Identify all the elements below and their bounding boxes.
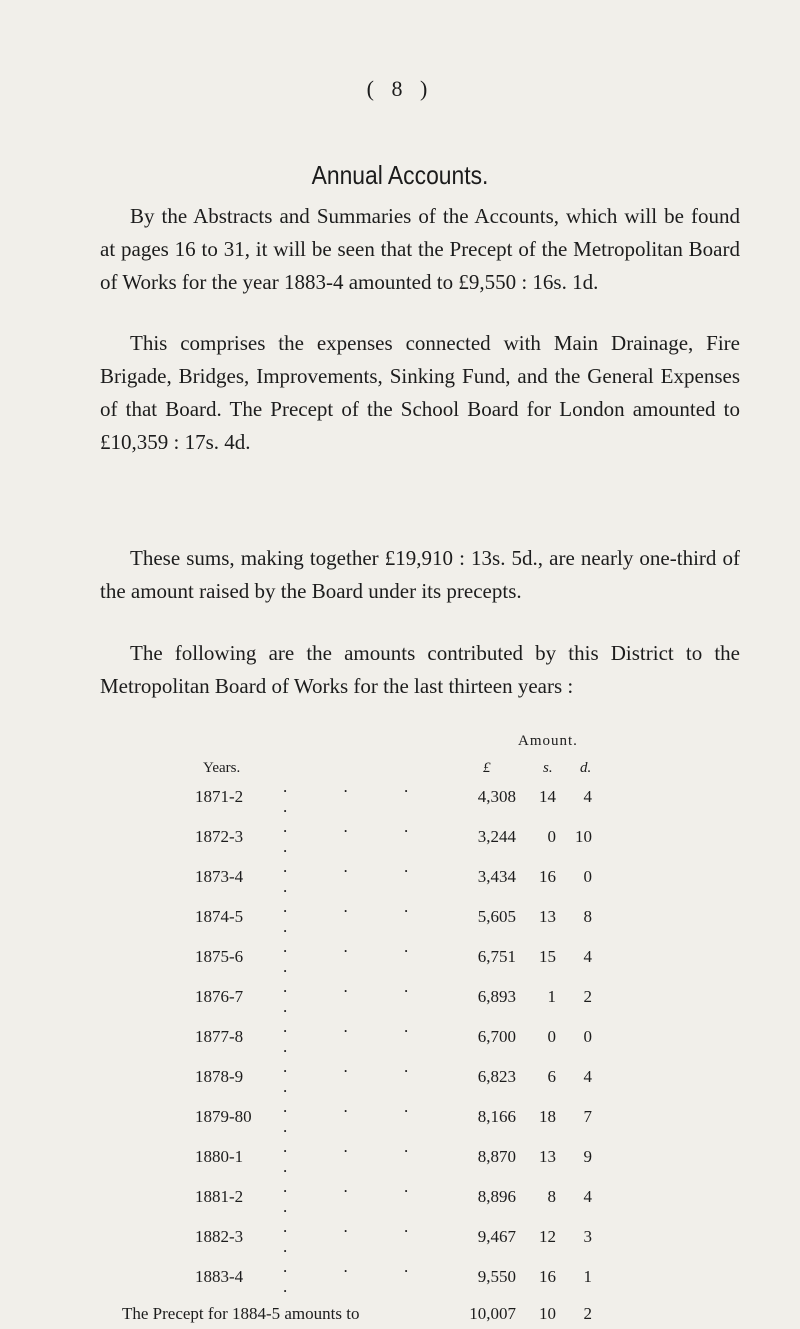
shillings-cell: 18 [539, 1107, 556, 1126]
year-cell: 1871-2 [195, 787, 244, 806]
table-row [195, 937, 592, 977]
page-title: Annual Accounts. [311, 160, 489, 190]
paragraph-contributions: The following are the amounts contributed by this District to the Metropolitan Board of Works for the last thirteen years : [100, 641, 740, 698]
leader-dots: . . . . [283, 1017, 435, 1056]
pence-cell: 4 [583, 787, 592, 806]
pence-cell: 4 [583, 1187, 592, 1206]
total-pence-cell: 2 [583, 1304, 592, 1324]
table-row [195, 1137, 592, 1177]
year-cell: 1876-7 [195, 987, 244, 1006]
pence-cell: 1 [583, 1267, 592, 1286]
years-header: Years. [203, 760, 241, 776]
table-row [195, 977, 592, 1017]
pounds-cell: 8,896 [477, 1187, 516, 1206]
table-row [195, 777, 592, 817]
pounds-cell: 8,870 [477, 1147, 516, 1166]
shillings-cell: 0 [547, 1027, 556, 1046]
leader-dots: . . . . [283, 777, 435, 816]
table-row [195, 897, 592, 937]
shillings-cell: 8 [547, 1187, 556, 1206]
table-row [195, 817, 592, 857]
total-shillings-cell: 10 [539, 1304, 556, 1324]
year-cell: 1881-2 [195, 1187, 244, 1206]
year-cell: 1875-6 [195, 947, 244, 966]
pounds-header: £ [483, 760, 491, 776]
leader-dots: . . . . [283, 817, 435, 856]
pence-cell: 4 [583, 947, 592, 966]
leader-dots: . . . . [283, 1137, 435, 1176]
year-cell: 1879-80 [195, 1107, 252, 1126]
pence-cell: 4 [583, 1067, 592, 1086]
leader-dots: . . . . [283, 897, 435, 936]
shillings-cell: 14 [539, 787, 556, 806]
shillings-cell: 15 [539, 947, 556, 966]
amount-header: Amount. [518, 733, 578, 749]
pounds-cell: 6,893 [477, 987, 516, 1006]
pounds-cell: 5,605 [477, 907, 516, 926]
pounds-cell: 9,467 [477, 1227, 516, 1246]
shillings-cell: 13 [539, 1147, 556, 1166]
year-cell: 1874-5 [195, 907, 244, 926]
pence-cell: 2 [583, 987, 592, 1006]
pence-cell: 9 [583, 1147, 592, 1166]
leader-dots: . . . . [283, 1257, 435, 1296]
paragraph-expenses: This comprises the expenses connected with Main Drainage, Fire Brigade, Bridges, Improvements, Sinking Fund, and the General Expenses of that Board. The Precept of the School Board for London amounted to £10,359 : 17s. 4d. [100, 331, 740, 454]
leader-dots: . . . . [283, 1057, 435, 1096]
total-pounds-cell: 10,007 [469, 1304, 516, 1324]
leader-dots: . . . . [283, 977, 435, 1016]
leader-dots: . . . . [283, 1217, 435, 1256]
shillings-cell: 16 [539, 1267, 556, 1286]
table-row [195, 1217, 592, 1257]
pounds-cell: 9,550 [477, 1267, 516, 1286]
table-row [195, 1057, 592, 1097]
leader-dots: . . . . [283, 1097, 435, 1136]
shillings-cell: 0 [547, 827, 556, 846]
shillings-header: s. [543, 760, 553, 776]
pounds-cell: 4,308 [477, 787, 516, 806]
shillings-cell: 12 [539, 1227, 556, 1246]
shillings-cell: 1 [547, 987, 556, 1006]
year-cell: 1880-1 [195, 1147, 244, 1166]
leader-dots: . . . . [283, 937, 435, 976]
pence-cell: 3 [583, 1227, 592, 1246]
pence-cell: 8 [583, 907, 592, 926]
year-cell: 1877-8 [195, 1027, 244, 1046]
contributions-table [122, 777, 592, 1329]
pence-cell: 0 [583, 867, 592, 886]
total-label: The Precept for 1884-5 amounts to [122, 1304, 360, 1324]
table-row [195, 1257, 592, 1297]
shillings-cell: 6 [547, 1067, 556, 1086]
year-cell: 1882-3 [195, 1227, 244, 1246]
pounds-cell: 6,751 [477, 947, 516, 966]
pounds-cell: 3,244 [477, 827, 516, 846]
year-cell: 1883-4 [195, 1267, 244, 1286]
pence-header: d. [580, 760, 592, 776]
table-row [195, 1097, 592, 1137]
leader-dots: . . . . [283, 1177, 435, 1216]
table-row [195, 857, 592, 897]
year-cell: 1873-4 [195, 867, 244, 886]
pounds-cell: 3,434 [477, 867, 516, 886]
year-cell: 1872-3 [195, 827, 244, 846]
pence-cell: 0 [583, 1027, 592, 1046]
paragraph-abstracts: By the Abstracts and Summaries of the Accounts, which will be found at pages 16 to 31, it will be seen that the Precept of the Metropolitan Board of Works for the year 1883-4 amounted to £9,550 : 16s. 1d. [100, 204, 740, 294]
pounds-cell: 8,166 [477, 1107, 516, 1126]
pence-cell: 7 [583, 1107, 592, 1126]
total-row [195, 1297, 592, 1329]
paragraph-sums: These sums, making together £19,910 : 13s. 5d., are nearly one-third of the amount raised by the Board under its precepts. [100, 546, 740, 603]
page-number: ( 8 ) [366, 76, 434, 101]
table-row [195, 1017, 592, 1057]
pence-cell: 10 [575, 827, 592, 846]
pounds-cell: 6,700 [477, 1027, 516, 1046]
shillings-cell: 16 [539, 867, 556, 886]
leader-dots: . . . . [283, 857, 435, 896]
pounds-cell: 6,823 [477, 1067, 516, 1086]
year-cell: 1878-9 [195, 1067, 244, 1086]
shillings-cell: 13 [539, 907, 556, 926]
table-row [195, 1177, 592, 1217]
